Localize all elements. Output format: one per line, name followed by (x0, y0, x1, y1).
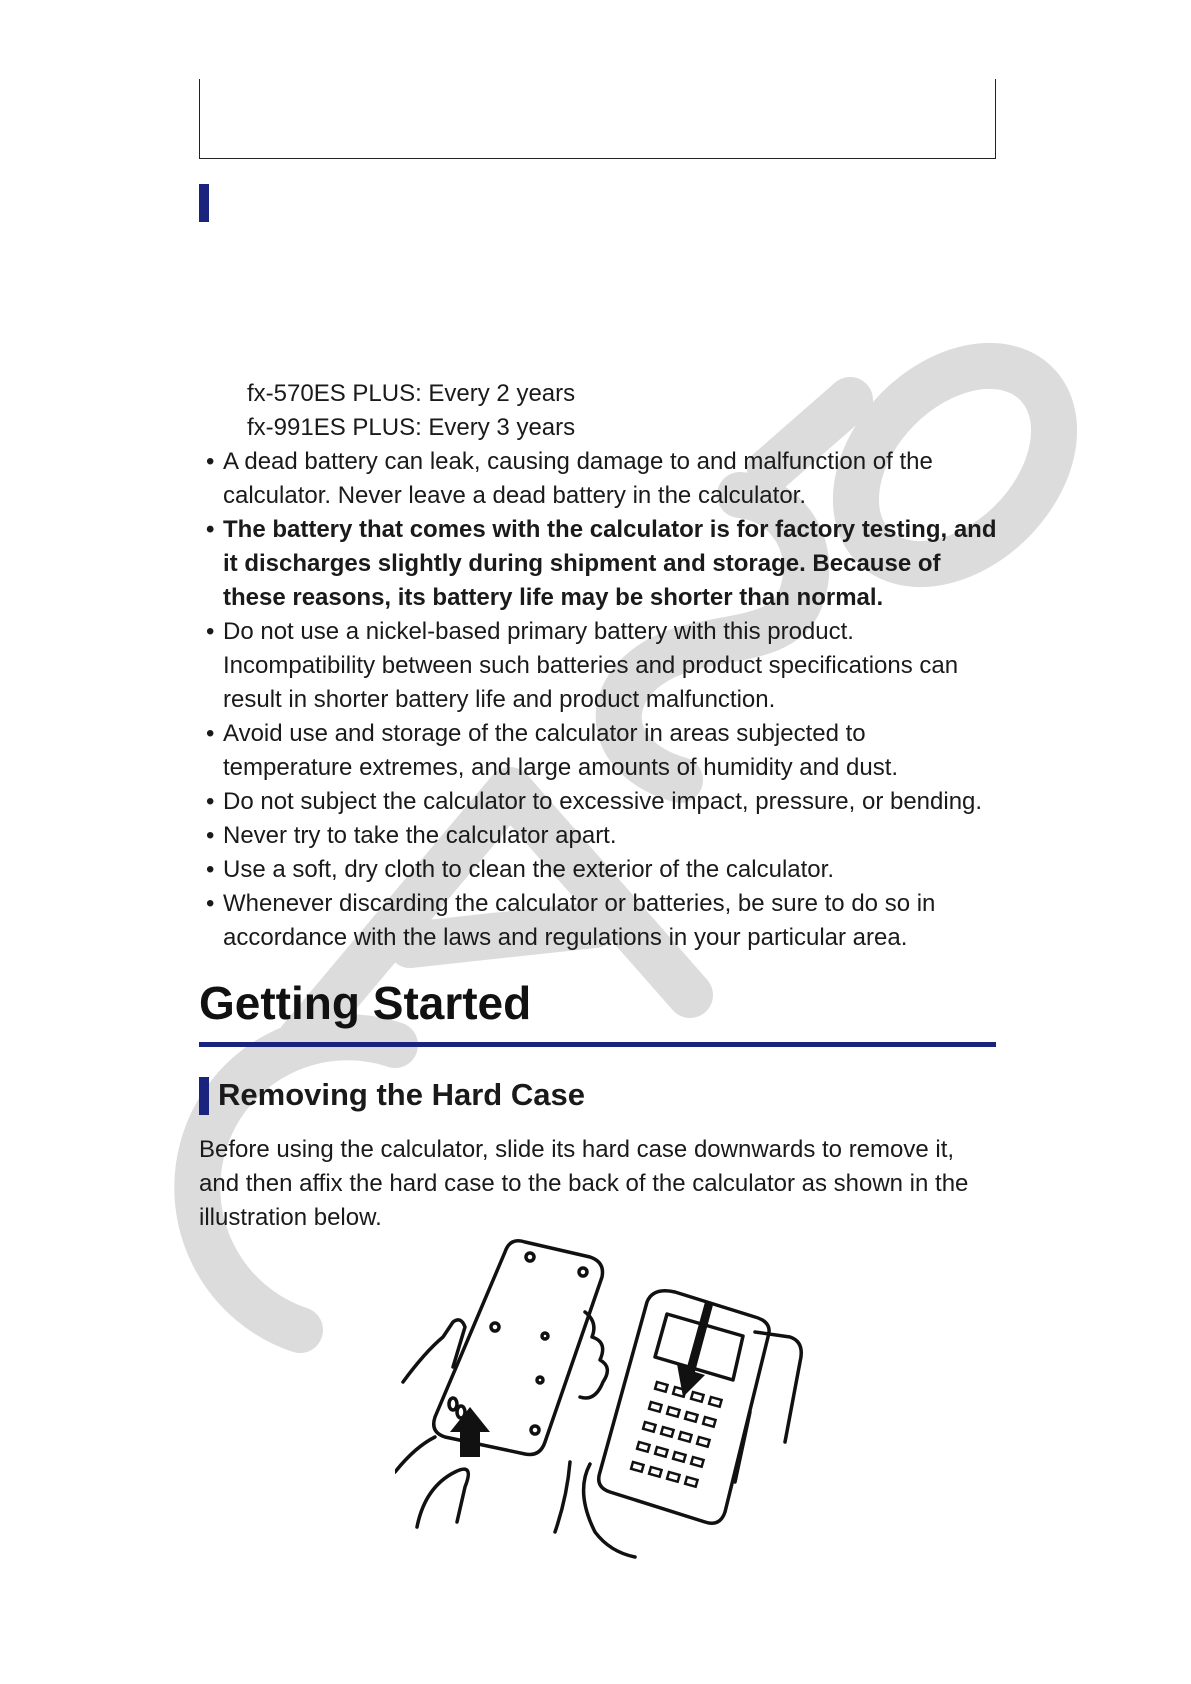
hard-case-removal-illustration (395, 1232, 815, 1562)
precaution-item: • Do not use a nickel-based primary battery with this product. Incompatibility between such batteries and product specifications can result in shorter battery life and product malfunction. (199, 615, 999, 717)
subsection-marker (199, 1077, 209, 1115)
precaution-item: • Avoid use and storage of the calculator in areas subjected to temperature extremes, and large amounts of humidity and dust. (199, 717, 999, 785)
precaution-item: • Never try to take the calculator apart. (199, 819, 999, 853)
subsection-title: Removing the Hard Case (218, 1077, 585, 1112)
instruction-paragraph: Before using the calculator, slide its hard case downwards to remove it, and then affix the hard case to the back of the calculator as shown in the illustration below. (199, 1136, 969, 1231)
precaution-list (199, 445, 999, 955)
section-rule (199, 1042, 996, 1047)
precaution-item-bold: • The battery that comes with the calculator is for factory testing, and it discharges slightly during shipment and storage. Because of these reasons, its battery life may be shorter than normal. (199, 513, 999, 615)
battery-interval-fx570: fx-570ES PLUS: Every 2 years (247, 380, 576, 407)
section-title: Getting Started (199, 977, 532, 1029)
precaution-item: • Do not subject the calculator to excessive impact, pressure, or bending. (199, 785, 999, 819)
precaution-item: • A dead battery can leak, causing damage to and malfunction of the calculator. Never leave a dead battery in the calculator. (199, 445, 999, 513)
note-box (199, 79, 996, 159)
battery-interval-fx991: fx-991ES PLUS: Every 3 years (247, 414, 576, 441)
precaution-item: • Use a soft, dry cloth to clean the exterior of the calculator. (199, 853, 999, 887)
heading-marker (199, 184, 209, 222)
precaution-item: • Whenever discarding the calculator or batteries, be sure to do so in accordance with the laws and regulations in your particular area. (199, 887, 999, 955)
precautions-section (199, 377, 999, 955)
